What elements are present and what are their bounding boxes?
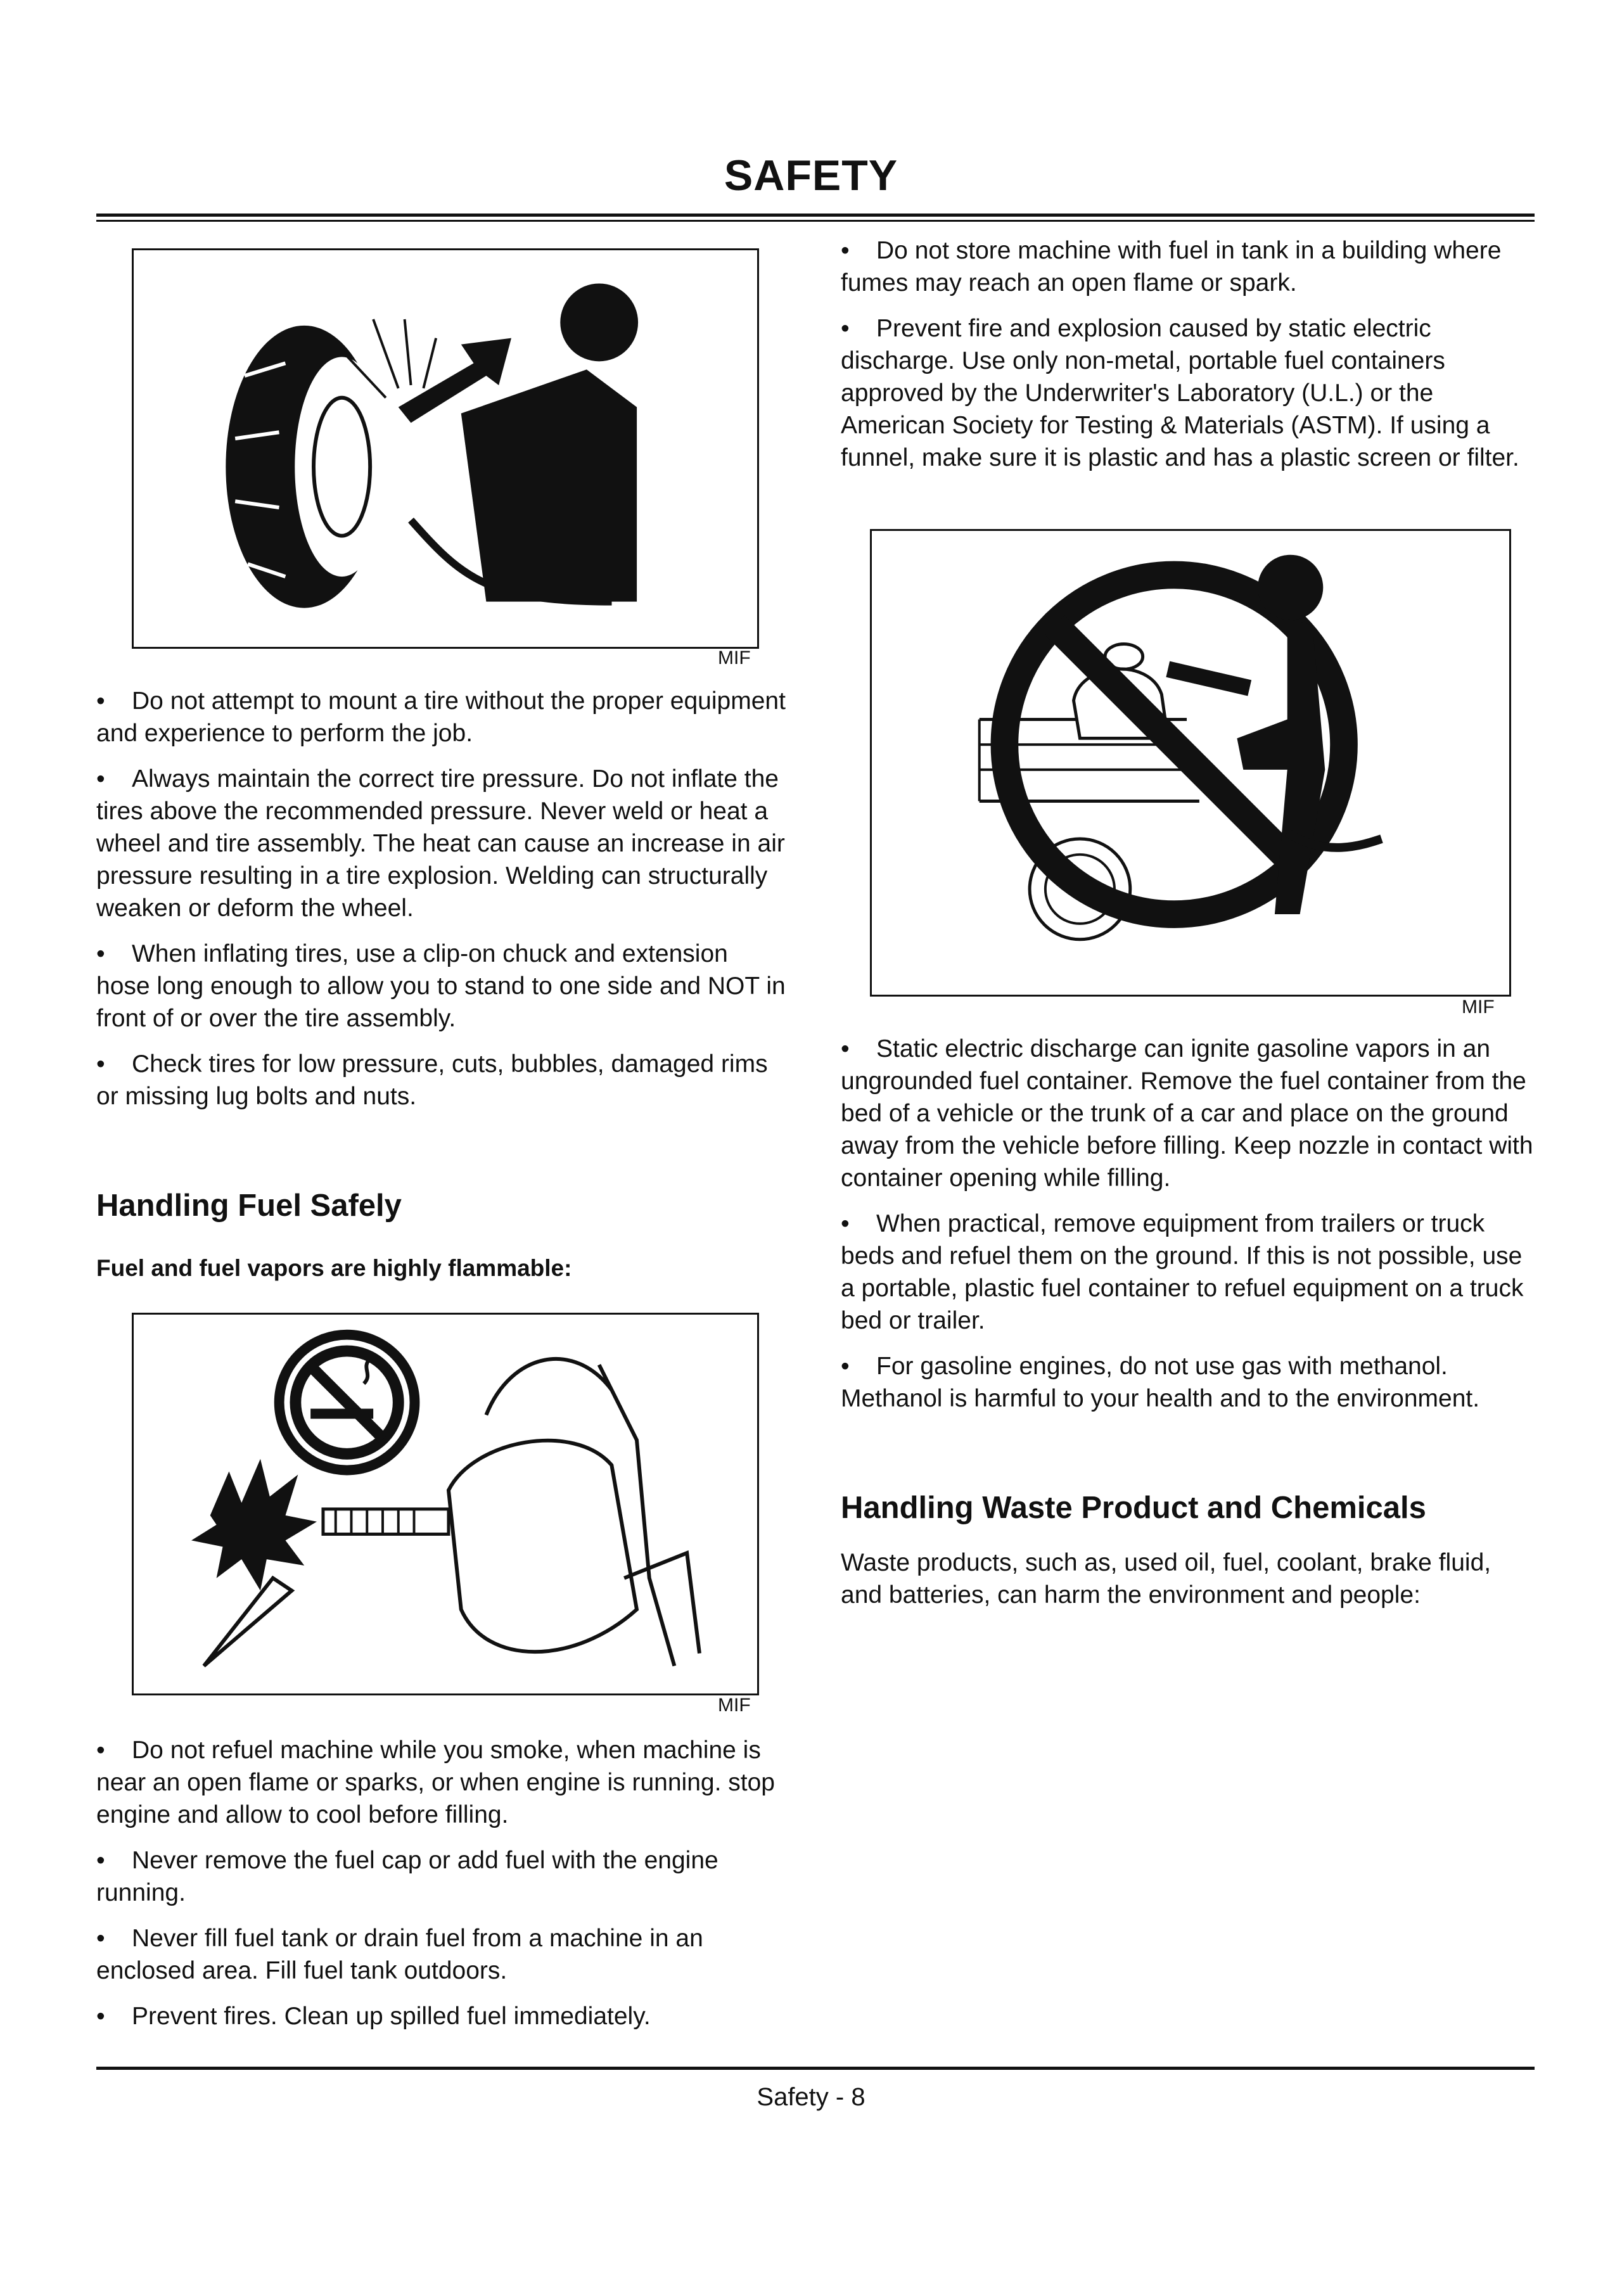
tire-explosion-figure — [132, 248, 759, 649]
figure-code-label: MIF — [1462, 997, 1495, 1017]
list-item: • When inflating tires, use a clip-on chuck and extension hose long enough to allow you to stand to one side and NOT in front of or over the tire assembly. — [96, 940, 786, 1032]
fuel-storage-bullets — [841, 234, 1538, 487]
list-item: • For gasoline engines, do not use gas with methanol. Methanol is harmful to your health and to the environment. — [841, 1353, 1480, 1412]
fuel-safety-bullets — [96, 1734, 787, 2046]
list-item: • Always maintain the correct tire pressure. Do not inflate the tires above the recommended pressure. Never weld or heat a wheel and tire assembly. The heat can cause an increase in air pressure resulting in a tire explosion. Welding can structurally weaken or deform the wheel. — [96, 765, 785, 922]
list-item: • When practical, remove equipment from trailers or truck beds and refuel them on the ground. If this is not possible, use a portable, plastic fuel container to refuel equipment on a truck bed or trailer. — [841, 1210, 1524, 1334]
list-item: • Never remove the fuel cap or add fuel with the engine running. — [96, 1847, 718, 1906]
list-item: • Check tires for low pressure, cuts, bubbles, damaged rims or missing lug bolts and nuts. — [96, 1050, 768, 1110]
figure-code-label: MIF — [718, 647, 751, 668]
list-item: • Never fill fuel tank or drain fuel from a machine in an enclosed area. Fill fuel tank outdoors. — [96, 1925, 703, 1984]
static-discharge-bullets — [841, 1033, 1538, 1428]
list-item: • Prevent fires. Clean up spilled fuel immediately. — [96, 2003, 651, 2030]
no-smoking-illustration — [134, 1315, 757, 1693]
page-number: Safety - 8 — [757, 2083, 865, 2111]
section-heading-fuel: Handling Fuel Safely — [96, 1189, 402, 1223]
static-discharge-figure — [870, 529, 1511, 997]
list-item: • Static electric discharge can ignite gasoline vapors in an ungrounded fuel container. Remove the fuel container from the bed of a vehicle or the trunk of a car and place on the ground away from the vehicle before filling. Keep nozzle in contact with container opening while filling. — [841, 1035, 1533, 1192]
header-rule-secondary — [96, 220, 1535, 222]
static-discharge-illustration — [872, 531, 1509, 995]
list-item: • Do not attempt to mount a tire without the proper equipment and experience to perform the job. — [96, 687, 786, 747]
tire-explosion-illustration — [134, 250, 757, 647]
list-item: • Prevent fire and explosion caused by static electric discharge. Use only non-metal, portable fuel containers approved by the Underwriter's Laboratory (U.L.) or the American Society for Testing & Materials (ASTM). If using a funnel, make sure it is plastic and has a plastic screen or filter. — [841, 315, 1519, 471]
page-title: SAFETY — [724, 151, 898, 200]
header-rule — [96, 214, 1535, 217]
list-item: • Do not store machine with fuel in tank in a building where fumes may reach an open flame or spark. — [841, 237, 1502, 297]
section-heading-waste: Handling Waste Product and Chemicals — [841, 1491, 1426, 1525]
tire-safety-bullets — [96, 685, 787, 1126]
subheading-flammable: Fuel and fuel vapors are highly flammable: — [96, 1255, 572, 1281]
footer-rule — [96, 2067, 1535, 2070]
no-smoking-refuel-figure — [132, 1313, 759, 1695]
waste-intro-paragraph — [841, 1547, 1538, 1624]
list-item: • Do not refuel machine while you smoke, when machine is near an open flame or sparks, or when engine is running. stop engine and allow to cool before filling. — [96, 1737, 775, 1828]
figure-code-label: MIF — [718, 1695, 751, 1716]
waste-intro-text: Waste products, such as, used oil, fuel, coolant, brake fluid, and batteries, can harm the environment and people: — [841, 1549, 1491, 1609]
